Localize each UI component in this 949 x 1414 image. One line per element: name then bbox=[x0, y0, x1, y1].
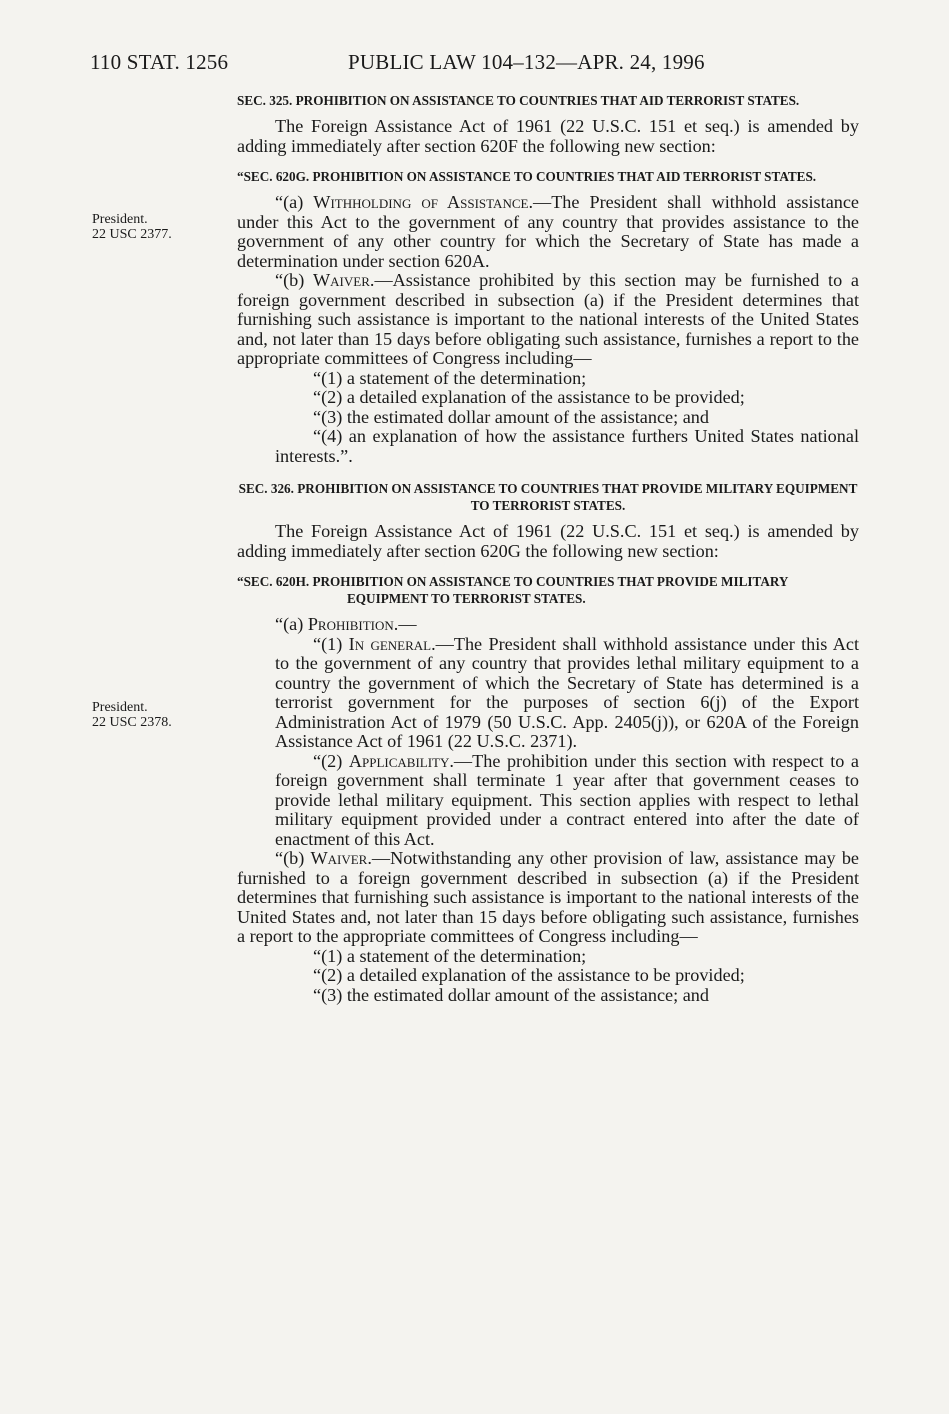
subsection-caption: Waiver. bbox=[310, 848, 372, 868]
subsection-text: —Assistance prohibited by this section may be furnished to a foreign government described in subsection (a) if the President determines that furnishing such assistance is important to the national interests of the United States and, not later than 15 days before obligating such assistance, furnishes a report to the appropriate committees of Congress including— bbox=[237, 270, 859, 368]
section-620h-subsection-b bbox=[237, 849, 859, 947]
subsection-text: — bbox=[398, 614, 417, 634]
margin-note-620g bbox=[92, 212, 172, 242]
paragraph-text: —The President shall withhold assistance under this Act to the government of any country that provides lethal military equipment to a country the government of which the Secretary of State has determined is a terrorist government for the purposes of section 6(j) of the Export Administration Act of 1979 (50 U.S.C. App. 2405(j)), or 620A of the Foreign Assistance Act of 1961 (22 U.S.C. 2371). bbox=[275, 633, 859, 751]
subsection-label: “(a) bbox=[275, 192, 314, 212]
paragraph-caption: Applicability. bbox=[348, 750, 454, 771]
section-325-intro: The Foreign Assistance Act of 1961 (22 U.S.C. 151 et seq.) is amended by adding immediately after section 620F the following new section: bbox=[237, 116, 859, 156]
subsection-caption: Waiver. bbox=[313, 270, 375, 290]
subsection-caption: Withholding of Assistance. bbox=[313, 192, 533, 212]
margin-note-line: President. bbox=[92, 212, 148, 227]
section-325-heading: SEC. 325. PROHIBITION ON ASSISTANCE TO COUNTRIES THAT AID TERRORIST STATES. bbox=[237, 93, 800, 108]
margin-note-line: 22 USC 2377. bbox=[92, 227, 172, 242]
subsection-a-paragraphs bbox=[237, 635, 859, 850]
paragraph-text: —The prohibition under this section with respect to a foreign government shall terminate 1 year after that government ceases to provide lethal military equipment. This section applies with respect to lethal military equipment provided under a contract entered into after the date of enactment of this Act. bbox=[275, 750, 859, 849]
public-law-citation: PUBLIC LAW 104–132—APR. 24, 1996 bbox=[348, 50, 705, 74]
list-item: “(3) the estimated dollar amount of the assistance; and bbox=[313, 984, 709, 1005]
section-620g-subsection-a bbox=[237, 193, 859, 271]
section-326-intro: The Foreign Assistance Act of 1961 (22 U.S.C. 151 et seq.) is amended by adding immediately after section 620G the following new section: bbox=[237, 521, 859, 561]
statute-page-number: 110 STAT. 1256 bbox=[90, 50, 229, 74]
page-body bbox=[237, 92, 859, 1005]
paragraph-label: “(2) bbox=[313, 750, 349, 771]
paragraph-label: “(1) bbox=[313, 633, 349, 654]
subsection-label: “(b) bbox=[275, 848, 311, 868]
margin-note-620h bbox=[92, 700, 172, 730]
section-326-heading: SEC. 326. PROHIBITION ON ASSISTANCE TO COUNTRIES THAT PROVIDE MILITARY EQUIPMENT TO TERRORIST STATES. bbox=[238, 481, 858, 513]
list-item: “(1) a statement of the determination; bbox=[313, 945, 587, 966]
paragraph-a1 bbox=[275, 635, 859, 752]
margin-note-line: President. bbox=[92, 700, 148, 715]
subsection-text: —The President shall withhold assistance under this Act to the government of any country that provides assistance to the government of any other country for which the Secretary of State has made a determination under section 620A. bbox=[237, 192, 860, 271]
list-item: “(4) an explanation of how the assistance furthers United States national interests.”. bbox=[275, 426, 859, 466]
subsection-label: “(b) bbox=[275, 270, 313, 290]
section-620g-heading: “SEC. 620G. PROHIBITION ON ASSISTANCE TO COUNTRIES THAT AID TERRORIST STATES. bbox=[237, 169, 817, 184]
subsection-label: “(a) bbox=[275, 614, 308, 634]
list-item: “(2) a detailed explanation of the assistance to be provided; bbox=[313, 387, 745, 407]
list-item: “(1) a statement of the determination; bbox=[313, 367, 587, 388]
subsection-caption: Prohibition. bbox=[307, 614, 399, 634]
subsection-text: —Notwithstanding any other provision of law, assistance may be furnished to a foreign government described in subsection (a) if the President determines that furnishing such assistance is important to the national interests of the United States and, not later than 15 days before obligating such assistance, furnishes a report to the appropriate committees of Congress including— bbox=[237, 848, 859, 946]
section-620h-heading: “SEC. 620H. PROHIBITION ON ASSISTANCE TO COUNTRIES THAT PROVIDE MILITARY EQUIPMENT TO TERRORIST STATES. bbox=[237, 574, 788, 606]
section-620h-subsection-a bbox=[237, 615, 859, 635]
margin-note-line: 22 USC 2378. bbox=[92, 715, 172, 730]
list-item: “(3) the estimated dollar amount of the assistance; and bbox=[313, 406, 709, 427]
paragraph-a2 bbox=[275, 752, 859, 850]
section-620g-subsection-b bbox=[237, 271, 859, 369]
list-item: “(2) a detailed explanation of the assistance to be provided; bbox=[313, 965, 745, 985]
paragraph-caption: In general. bbox=[348, 633, 436, 654]
